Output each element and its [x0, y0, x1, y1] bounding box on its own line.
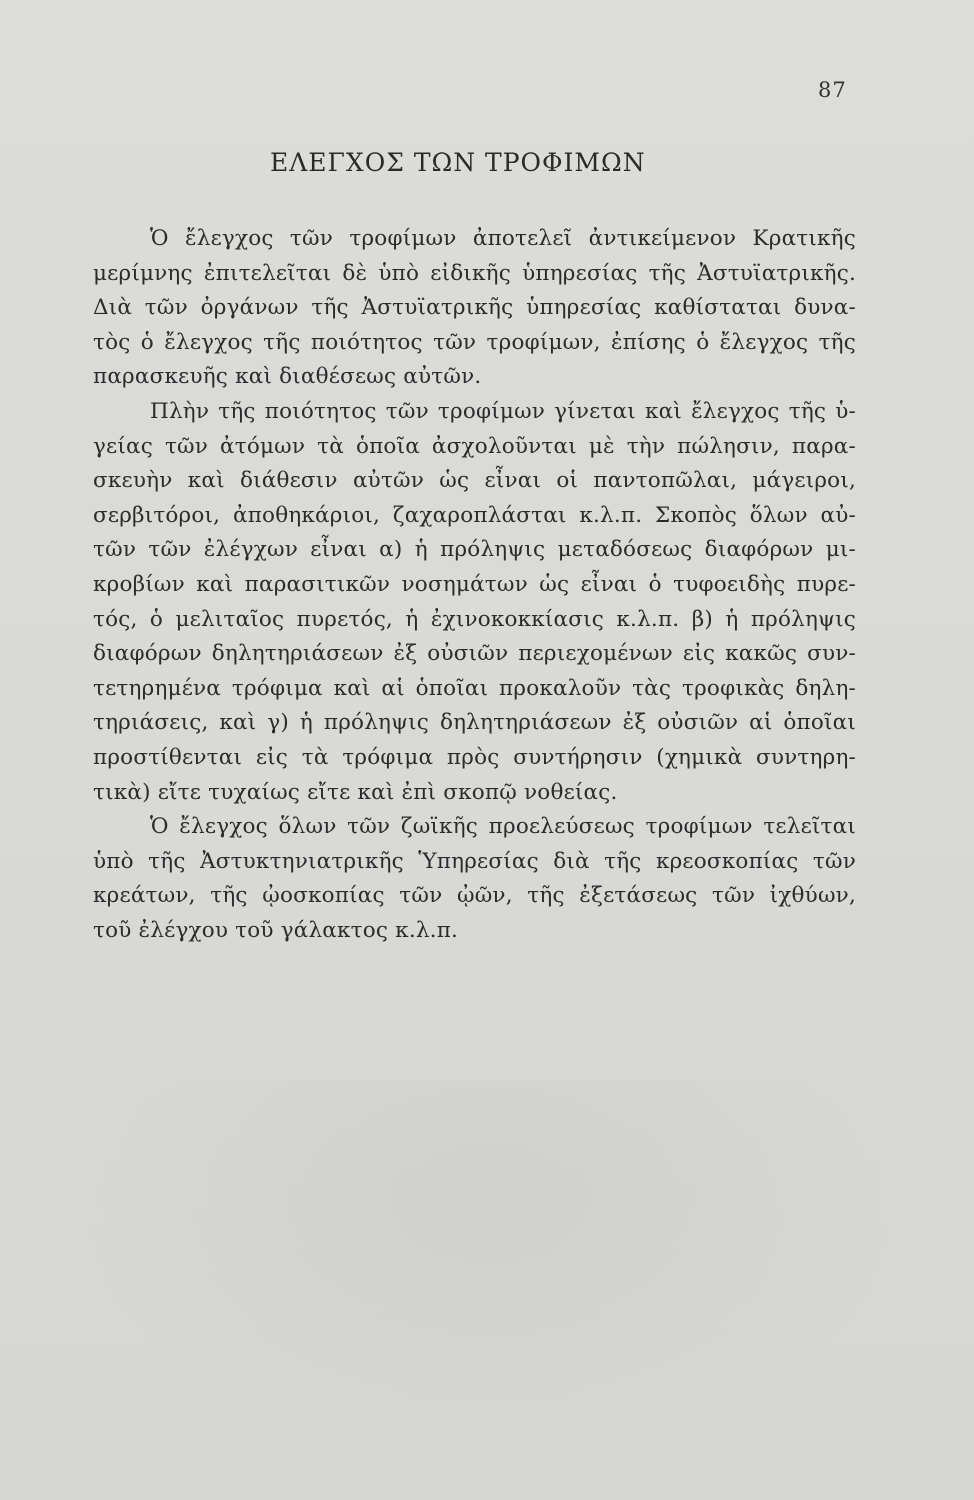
text-line: τοῦ ἐλέγχου τοῦ γάλακτος κ.λ.π.: [93, 917, 459, 943]
text-line: σερβιτόροι, ἀποθηκάριοι, ζαχαροπλάσται κ.λ.π. Σκοπὸς ὅλων αὐ-: [93, 502, 856, 528]
text-line: Διὰ τῶν ὀργάνων τῆς Ἀστυϊατρικῆς ὑπηρεσίας καθίσταται δυνα-: [93, 295, 856, 321]
text-line: τός, ὁ μελιταῖος πυρετός, ἡ ἐχινοκοκκίασις κ.λ.π. β) ἡ πρόληψις: [93, 606, 856, 632]
chapter-heading: ΕΛΕΓΧΟΣ ΤΩΝ ΤΡΟΦΙΜΩΝ: [270, 148, 646, 177]
text-line: Πλὴν τῆς ποιότητος τῶν τροφίμων γίνεται καὶ ἔλεγχος τῆς ὑ-: [150, 398, 856, 424]
text-line: τηριάσεις, καὶ γ) ἡ πρόληψις δηλητηριάσεων ἐξ οὐσιῶν αἱ ὁποῖαι: [93, 710, 856, 736]
text-line: διαφόρων δηλητηριάσεων ἐξ οὐσιῶν περιεχομένων εἰς κακῶς συν-: [93, 641, 856, 667]
text-line: προστίθενται εἰς τὰ τρόφιμα πρὸς συντήρησιν (χημικὰ συντηρη-: [93, 744, 856, 770]
text-line: κροβίων καὶ παρασιτικῶν νοσημάτων ὡς εἶναι ὁ τυφοειδὴς πυρε-: [93, 571, 856, 597]
text-line: Ὁ ἔλεγχος τῶν τροφίμων ἀποτελεῖ ἀντικείμενον Κρατικῆς: [150, 226, 856, 251]
reverse-side-bleed-through: [60, 1080, 920, 1460]
text-line: σκευὴν καὶ διάθεσιν αὐτῶν ὡς εἶναι οἱ παντοπῶλαι, μάγειροι,: [93, 468, 856, 494]
text-line: τὸς ὁ ἔλεγχος τῆς ποιότητος τῶν τροφίμων, ἐπίσης ὁ ἔλεγχος τῆς: [93, 329, 856, 355]
text-line: γείας τῶν ἀτόμων τὰ ὁποῖα ἀσχολοῦνται μὲ τὴν πώλησιν, παρα-: [93, 433, 856, 459]
text-line: τικὰ) εἴτε τυχαίως εἴτε καὶ ἐπὶ σκοπῷ νοθείας.: [93, 779, 618, 805]
body-text: [93, 222, 856, 948]
text-line: Ὁ ἔλεγχος ὅλων τῶν ζωϊκῆς προελεύσεως τροφίμων τελεῖται: [150, 814, 856, 840]
text-line: τετηρημένα τρόφιμα καὶ αἱ ὁποῖαι προκαλοῦν τὰς τροφικὰς δηλη-: [93, 675, 856, 701]
text-line: κρεάτων, τῆς ᾠοσκοπίας τῶν ᾠῶν, τῆς ἐξετάσεως τῶν ἰχθύων,: [93, 883, 856, 909]
text-line: μερίμνης ἐπιτελεῖται δὲ ὑπὸ εἰδικῆς ὑπηρεσίας τῆς Ἀστυϊατρικῆς.: [93, 260, 856, 286]
page-number: 87: [818, 78, 847, 102]
text-line: παρασκευῆς καὶ διαθέσεως αὐτῶν.: [93, 364, 482, 390]
text-line: ὑπὸ τῆς Ἀστυκτηνιατρικῆς Ὑπηρεσίας διὰ τῆς κρεοσκοπίας τῶν: [93, 848, 856, 874]
text-line: τῶν τῶν ἐλέγχων εἶναι α) ἡ πρόληψις μεταδόσεως διαφόρων μι-: [93, 537, 856, 563]
